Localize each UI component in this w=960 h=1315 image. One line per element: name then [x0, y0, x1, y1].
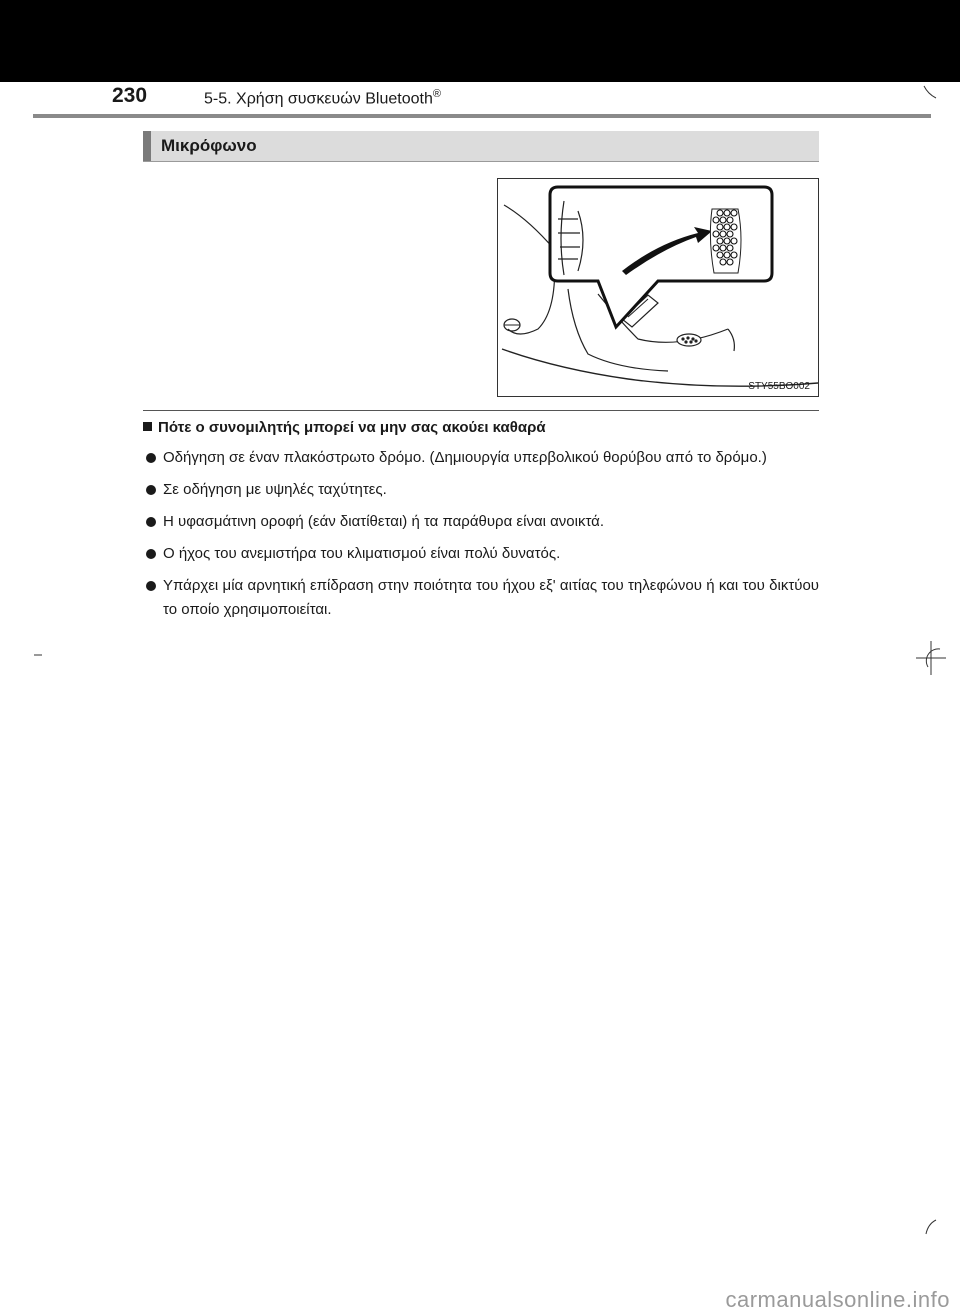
- microphone-small-icon: [677, 334, 701, 346]
- section-separator: [143, 410, 819, 411]
- list-item-text: Η υφασμάτινη οροφή (εάν διατίθεται) ή τα παράθυρα είναι ανοικτά.: [163, 513, 605, 530]
- registration-mark-right: [916, 641, 946, 675]
- figure-code: STY55BO002: [748, 381, 810, 392]
- bullet-icon: [146, 485, 156, 495]
- list-item: [143, 510, 819, 534]
- registered-mark: ®: [432, 88, 441, 100]
- microphone-location-drawing: [498, 179, 818, 396]
- top-black-bar: [0, 0, 960, 82]
- bullet-icon: [146, 581, 156, 591]
- page-number: 230: [112, 84, 148, 107]
- section-title: Μικρόφωνο: [161, 136, 257, 155]
- section-accent: [143, 131, 151, 161]
- header-rule: [33, 114, 931, 118]
- list-item: [143, 542, 819, 566]
- conditions-list: [143, 446, 819, 630]
- list-item-text: Υπάρχει μία αρνητική επίδραση στην ποιότητα του ήχου εξ' αιτίας του τηλεφώνου ή και του δικτύου το οποίο χρησιμοποιείται.: [163, 577, 819, 618]
- square-bullet-icon: [143, 422, 152, 431]
- microphone-grille-icon: [710, 209, 741, 273]
- subsection-heading: [143, 419, 546, 436]
- crop-mark-left: [32, 652, 44, 658]
- list-item: [143, 574, 819, 622]
- list-item-text: Ο ήχος του ανεμιστήρα του κλιματισμού είναι πολύ δυνατός.: [163, 545, 561, 562]
- chapter-title: [204, 88, 441, 108]
- bullet-icon: [146, 517, 156, 527]
- list-item: [143, 478, 819, 502]
- list-item-text: Σε οδήγηση με υψηλές ταχύτητες.: [163, 481, 387, 498]
- watermark: carmanualsonline.info: [725, 1287, 950, 1312]
- chapter-text: 5-5. Χρήση συσκευών Bluetooth: [204, 90, 433, 108]
- microphone-illustration: [497, 178, 819, 397]
- knob-icon: [504, 319, 520, 331]
- list-item: [143, 446, 819, 470]
- section-header: [143, 131, 819, 162]
- list-item-text: Οδήγηση σε έναν πλακόστρωτο δρόμο. (Δημιουργία υπερβολικού θορύβου από το δρόμο.): [163, 449, 767, 466]
- subsection-title: Πότε ο συνομιλητής μπορεί να μην σας ακούει καθαρά: [158, 419, 546, 436]
- crop-mark-top-right: [922, 84, 938, 100]
- bullet-icon: [146, 549, 156, 559]
- bullet-icon: [146, 453, 156, 463]
- crop-mark-bottom-right: [922, 1218, 938, 1236]
